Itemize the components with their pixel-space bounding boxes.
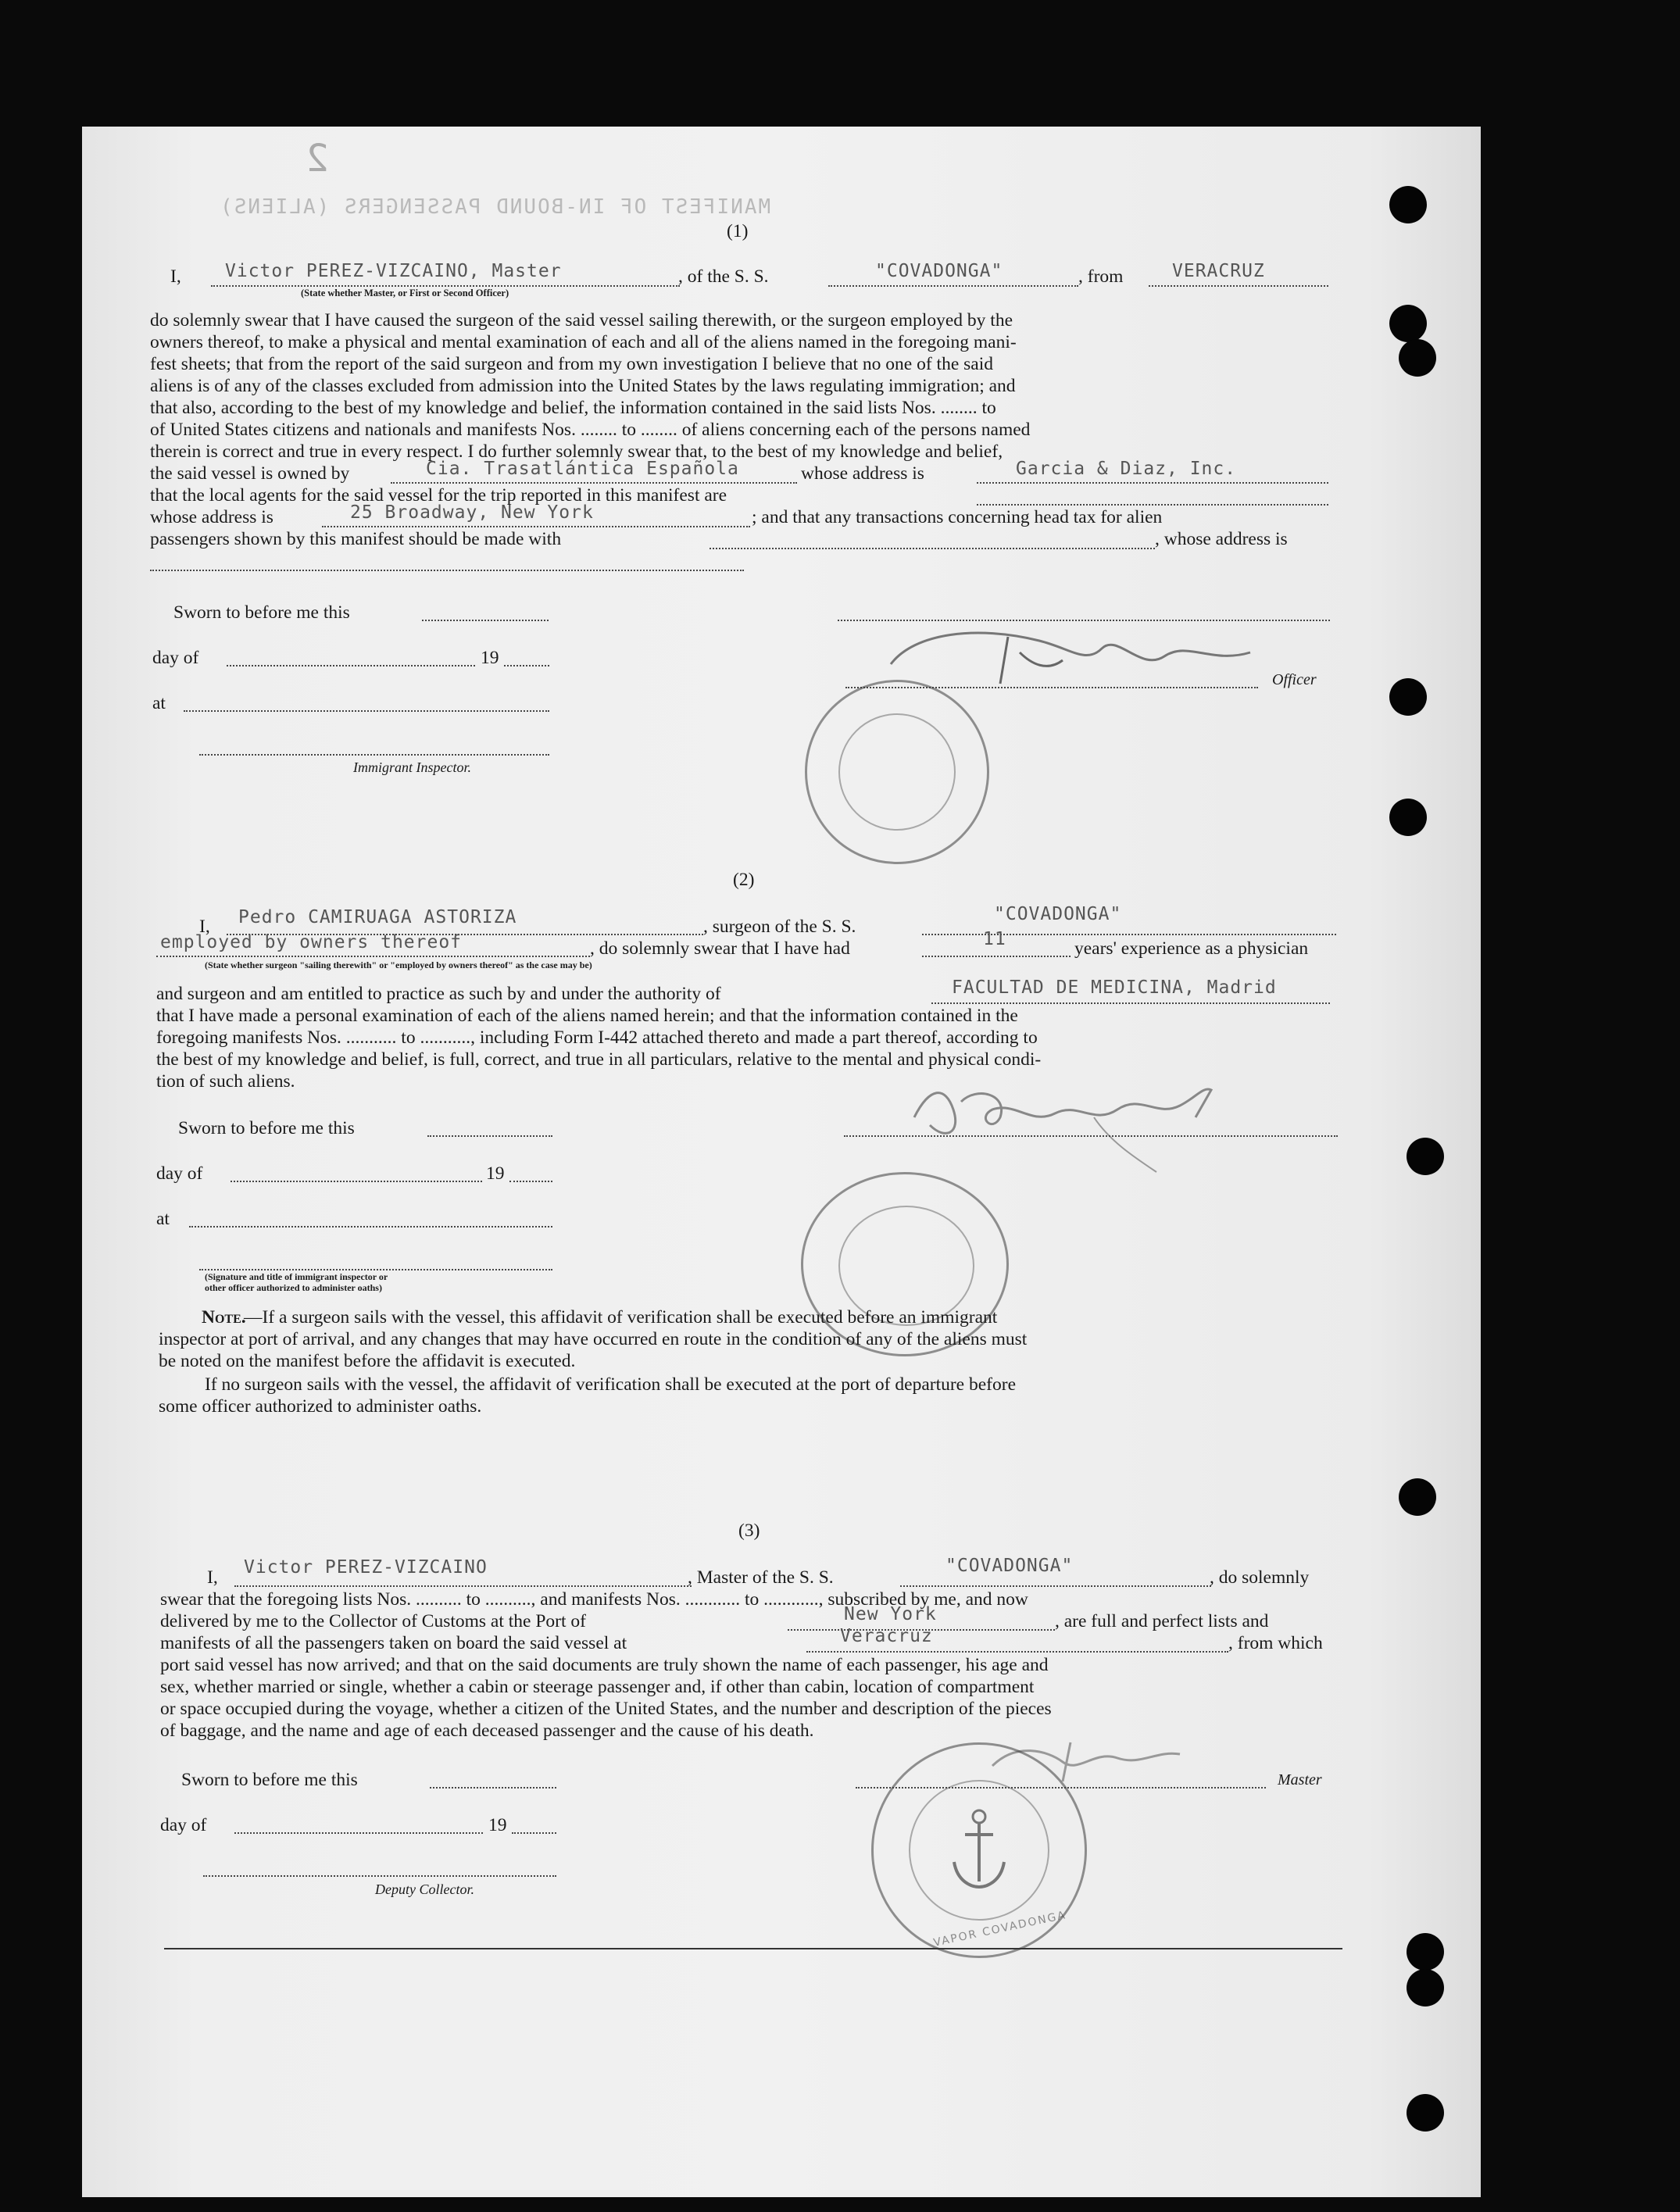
master-text-line: or space occupied during the voyage, whether a citizen of the United States, and the number and description of the pieces — [160, 1699, 1052, 1719]
authority-line — [931, 1002, 1330, 1004]
surgeon-name-field: Pedro CAMIRUAGA ASTORIZA — [238, 907, 517, 927]
whose-address-label: whose address is — [801, 463, 924, 484]
day-field-line-3 — [234, 1832, 483, 1834]
port-from-field: VERACRUZ — [1172, 261, 1265, 281]
head-tax-text: ; and that any transactions concerning head tax for alien — [752, 507, 1163, 527]
master-name-field: Victor PEREZ-VIZCAINO, Master — [225, 261, 562, 281]
section-number-3: (3) — [738, 1521, 760, 1541]
master-of-label: , Master of the S. S. — [688, 1567, 834, 1588]
master-text-line: swear that the foregoing lists Nos. .......... to .........., and manifests Nos. ............ to ............, subscribed by me, and now — [160, 1589, 1028, 1610]
oath-text-line: do solemnly swear that I have caused the surgeon of the said vessel sailing therewith, or the surgeon employed by the — [150, 310, 1013, 331]
authorized-signature-line — [199, 1269, 552, 1270]
year-field-line-3 — [512, 1832, 556, 1834]
vessel-name-field: "COVADONGA" — [875, 261, 1003, 281]
port-from-line — [1149, 285, 1328, 287]
from-label: , from — [1078, 266, 1124, 287]
owner-address-field: Garcia & Diaz, Inc. — [1016, 459, 1237, 479]
inspector-signature-line — [199, 754, 549, 756]
oath-text-line: fest sheets; that from the report of the said surgeon and from my own investigation I believe that no one of the said — [150, 354, 993, 374]
owner-address-line — [977, 482, 1328, 484]
bleed-through-text: MANIFEST OF IN-BOUND PASSENGERS (ALIENS) — [219, 195, 771, 219]
vessel-name-line — [828, 285, 1078, 287]
signature-caption: other officer authorized to administer oaths) — [205, 1282, 382, 1293]
surgeon-signature-line — [844, 1135, 1338, 1137]
year-label-2: 19 — [486, 1163, 505, 1184]
note-line: inspector at port of arrival, and any changes that may have occurred en route in the condition of any of the aliens must — [159, 1329, 1028, 1349]
section-number-2: (2) — [733, 870, 755, 890]
agent-address-line — [322, 526, 750, 527]
punch-hole — [1407, 1933, 1444, 1971]
port-taken-line — [806, 1651, 1228, 1653]
inspector-caption: Immigrant Inspector. — [353, 759, 471, 775]
stamp-text: VAPOR COVADONGA — [932, 1909, 1068, 1949]
master-signature — [883, 617, 1274, 695]
bottom-rule — [164, 1948, 1342, 1949]
year-field-line — [504, 665, 549, 666]
surgeon-intro: I, — [199, 917, 210, 937]
agents-line: that the local agents for the said vessel for the trip reported in this manifest are — [150, 485, 727, 506]
agent-address-label: whose address is — [150, 507, 273, 527]
port-taken-field: Veracruz — [840, 1626, 933, 1646]
page-mark: 2 — [305, 137, 329, 180]
officer-label: Officer — [1272, 671, 1317, 688]
oath-text-line: of United States citizens and nationals and manifests Nos. ........ to ........ of aliens concerning each of the persons named — [150, 420, 1031, 440]
passengers-line: passengers shown by this manifest should be made with — [150, 529, 562, 549]
punch-hole — [1389, 678, 1427, 716]
master-vessel-line — [900, 1585, 1211, 1587]
surgeon-text-line: tion of such aliens. — [156, 1071, 295, 1092]
master-label: Master — [1278, 1771, 1322, 1789]
anchor-icon — [948, 1807, 1010, 1893]
at-field-line — [184, 710, 549, 712]
day-field-line — [227, 665, 475, 666]
years-text: years' experience as a physician — [1074, 938, 1309, 959]
master-text-line: port said vessel has now arrived; and that on the said documents are truly shown the name of each passenger, his age and — [160, 1655, 1049, 1675]
year-field-line-2 — [509, 1181, 552, 1182]
sworn-label-2: Sworn to before me this — [178, 1118, 355, 1138]
owner-line — [391, 482, 797, 484]
surgeon-text-line: that I have made a personal examination of each of the aliens named herein; and that the information contained in the — [156, 1006, 1018, 1026]
master-name-field-3: Victor PEREZ-VIZCAINO — [244, 1557, 488, 1578]
punch-hole — [1407, 1969, 1444, 2007]
swear-text: , do solemnly swear that I have had — [590, 938, 850, 959]
oath-text-line: owners thereof, to make a physical and mental examination of each and all of the aliens named in the foregoing mani- — [150, 332, 1017, 352]
address-continuation-line — [150, 570, 744, 571]
section-number-1: (1) — [727, 221, 749, 241]
oath-text-line: aliens is of any of the classes excluded from admission into the United States by the laws regulating immigration; and — [150, 376, 1016, 396]
employment-field: employed by owners thereof — [160, 932, 463, 952]
manifests-label: manifests of all the passengers taken on board the said vessel at — [160, 1633, 627, 1653]
surgeon-text-line: foregoing manifests Nos. ........... to ..........., including Form I-442 attached thereto and made a part thereof, according to — [156, 1027, 1038, 1048]
sworn-label: Sworn to before me this — [173, 602, 350, 623]
note-line: be noted on the manifest before the affidavit is executed. — [159, 1351, 576, 1371]
year-label-3: 19 — [488, 1815, 507, 1835]
collector-caption: Deputy Collector. — [375, 1881, 474, 1897]
master-text-line: sex, whether married or single, whether a cabin or steerage passenger and, if other than cabin, location of compartment — [160, 1677, 1035, 1697]
punch-hole — [1389, 186, 1427, 223]
years-field: 11 — [983, 929, 1006, 949]
authority-text: and surgeon and am entitled to practice as such by and under the authority of — [156, 984, 721, 1004]
note-lead: Note. — [202, 1307, 246, 1328]
covadonga-stamp — [871, 1742, 1087, 1958]
at-field-line-2 — [189, 1226, 552, 1227]
agent-address-field: 25 Broadway, New York — [350, 502, 594, 523]
sworn-field-line — [422, 620, 549, 621]
oath-text-line: therein is correct and true in every respect. I do further solemnly swear that, to the best of my knowledge and belief, — [150, 441, 1003, 462]
master-vessel-field: "COVADONGA" — [945, 1556, 1074, 1576]
note-line: —If a surgeon sails with the vessel, this affidavit of verification shall be executed before an immigrant — [244, 1307, 998, 1328]
day-of-label-3: day of — [160, 1815, 207, 1835]
officer-caption: (State whether Master, or First or Second Officer) — [301, 288, 509, 298]
ship-stamp — [805, 680, 989, 864]
passengers-field-line — [710, 548, 1155, 549]
at-label-2: at — [156, 1209, 170, 1229]
day-of-label-2: day of — [156, 1163, 203, 1184]
employment-line — [156, 956, 590, 957]
oath-text-line: that also, according to the best of my knowledge and belief, the information contained in the said lists Nos. ........ to — [150, 398, 996, 418]
sworn-label-3: Sworn to before me this — [181, 1770, 358, 1790]
solemnly-label: , do solemnly — [1210, 1567, 1310, 1588]
full-perfect-label: , are full and perfect lists and — [1055, 1611, 1269, 1631]
sworn-field-line-2 — [427, 1135, 552, 1137]
year-label: 19 — [481, 648, 499, 668]
owner-field: Cia. Trasatlántica Española — [426, 459, 739, 479]
punch-hole — [1407, 1138, 1444, 1175]
signature-caption: (Signature and title of immigrant inspector or — [205, 1271, 388, 1282]
master-intro: I, — [207, 1567, 218, 1588]
whose-address-end: , whose address is — [1155, 529, 1288, 549]
day-of-label: day of — [152, 648, 199, 668]
of-the-ss-label: , of the S. S. — [678, 266, 769, 287]
punch-hole — [1399, 1478, 1436, 1516]
note-line: If no surgeon sails with the vessel, the affidavit of verification shall be executed at the port of departure before — [205, 1374, 1016, 1395]
surgeon-text-line: the best of my knowledge and belief, is full, correct, and true in all particulars, relative to the mental and physical condi- — [156, 1049, 1042, 1070]
collector-signature-line — [203, 1875, 556, 1877]
years-line — [922, 956, 1071, 957]
delivered-label: delivered by me to the Collector of Customs at the Port of — [160, 1611, 586, 1631]
oath-intro: I, — [170, 266, 181, 287]
master-name-line-3 — [234, 1585, 692, 1587]
punch-hole — [1389, 799, 1427, 836]
note-line: some officer authorized to administer oaths. — [159, 1396, 482, 1417]
sworn-field-line-3 — [430, 1787, 556, 1789]
surgeon-signature — [899, 1070, 1305, 1180]
from-which-label: , from which — [1228, 1633, 1323, 1653]
agents-field-line — [977, 504, 1328, 506]
authority-field: FACULTAD DE MEDICINA, Madrid — [952, 977, 1277, 998]
port-of-field: New York — [844, 1604, 937, 1624]
punch-hole — [1389, 305, 1427, 342]
owned-by-label: the said vessel is owned by — [150, 463, 350, 484]
employment-caption: (State whether surgeon "sailing therewith" or "employed by owners thereof" as the case may be) — [205, 959, 592, 970]
punch-hole — [1399, 339, 1436, 377]
master-name-line — [211, 285, 680, 287]
master-text-line: of baggage, and the name and age of each deceased passenger and the cause of his death. — [160, 1721, 814, 1741]
punch-hole — [1407, 2094, 1444, 2132]
surgeon-of-label: , surgeon of the S. S. — [703, 917, 856, 937]
at-label: at — [152, 693, 166, 713]
day-field-line-2 — [231, 1181, 482, 1182]
surgeon-vessel-field: "COVADONGA" — [994, 904, 1122, 924]
